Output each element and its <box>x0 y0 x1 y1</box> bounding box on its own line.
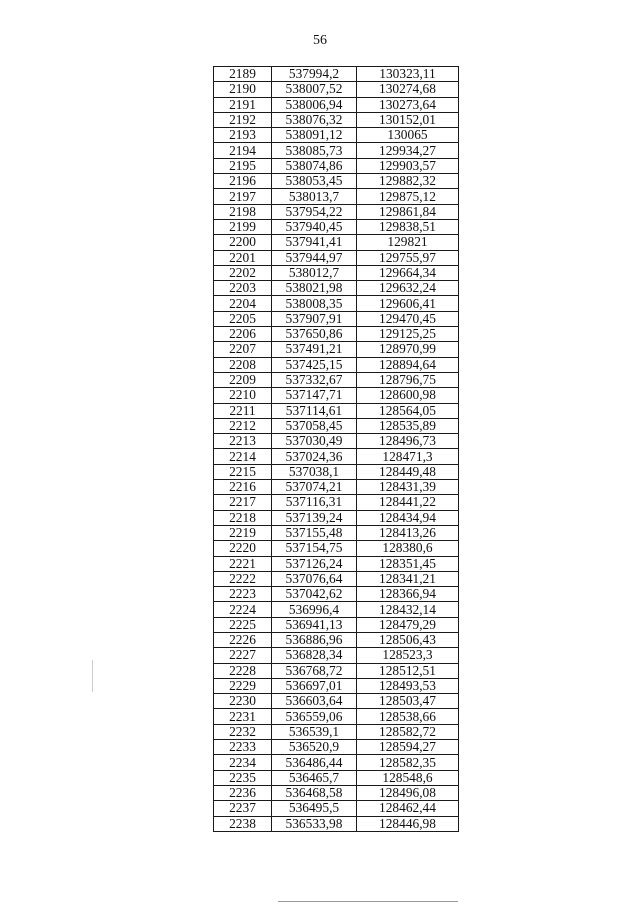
y-coordinate-cell: 129755,97 <box>357 250 459 265</box>
y-coordinate-cell: 128441,22 <box>357 495 459 510</box>
y-coordinate-cell: 129903,57 <box>357 158 459 173</box>
point-number-cell: 2236 <box>214 785 272 800</box>
x-coordinate-cell: 537907,91 <box>272 311 357 326</box>
table-row <box>214 678 459 693</box>
table-row <box>214 189 459 204</box>
x-coordinate-cell: 537147,71 <box>272 388 357 403</box>
y-coordinate-cell: 129664,34 <box>357 265 459 280</box>
x-coordinate-cell: 537139,24 <box>272 510 357 525</box>
point-number-cell: 2230 <box>214 694 272 709</box>
point-number-cell: 2196 <box>214 174 272 189</box>
coordinates-table-body <box>214 67 459 832</box>
table-row <box>214 342 459 357</box>
table-row <box>214 418 459 433</box>
table-row <box>214 158 459 173</box>
point-number-cell: 2192 <box>214 112 272 127</box>
y-coordinate-cell: 128432,14 <box>357 602 459 617</box>
x-coordinate-cell: 538091,12 <box>272 128 357 143</box>
y-coordinate-cell: 128538,66 <box>357 709 459 724</box>
table-row <box>214 357 459 372</box>
y-coordinate-cell: 128431,39 <box>357 480 459 495</box>
point-number-cell: 2189 <box>214 67 272 82</box>
x-coordinate-cell: 537114,61 <box>272 403 357 418</box>
table-row <box>214 617 459 632</box>
y-coordinate-cell: 130323,11 <box>357 67 459 82</box>
table-row <box>214 709 459 724</box>
x-coordinate-cell: 537650,86 <box>272 327 357 342</box>
table-row <box>214 801 459 816</box>
table-row <box>214 602 459 617</box>
y-coordinate-cell: 129934,27 <box>357 143 459 158</box>
point-number-cell: 2213 <box>214 434 272 449</box>
y-coordinate-cell: 128496,08 <box>357 785 459 800</box>
table-row <box>214 388 459 403</box>
table-row <box>214 541 459 556</box>
x-coordinate-cell: 536559,06 <box>272 709 357 724</box>
x-coordinate-cell: 537154,75 <box>272 541 357 556</box>
table-row <box>214 495 459 510</box>
x-coordinate-cell: 537116,31 <box>272 495 357 510</box>
y-coordinate-cell: 128351,45 <box>357 556 459 571</box>
table-row <box>214 281 459 296</box>
point-number-cell: 2221 <box>214 556 272 571</box>
table-row <box>214 525 459 540</box>
y-coordinate-cell: 130274,68 <box>357 82 459 97</box>
y-coordinate-cell: 129632,24 <box>357 281 459 296</box>
point-number-cell: 2218 <box>214 510 272 525</box>
point-number-cell: 2216 <box>214 480 272 495</box>
y-coordinate-cell: 129606,41 <box>357 296 459 311</box>
x-coordinate-cell: 537491,21 <box>272 342 357 357</box>
y-coordinate-cell: 128496,73 <box>357 434 459 449</box>
x-coordinate-cell: 538076,32 <box>272 112 357 127</box>
point-number-cell: 2208 <box>214 357 272 372</box>
table-row <box>214 816 459 831</box>
x-coordinate-cell: 536768,72 <box>272 663 357 678</box>
y-coordinate-cell: 130152,01 <box>357 112 459 127</box>
table-row <box>214 632 459 647</box>
x-coordinate-cell: 537332,67 <box>272 372 357 387</box>
y-coordinate-cell: 128894,64 <box>357 357 459 372</box>
x-coordinate-cell: 536468,58 <box>272 785 357 800</box>
point-number-cell: 2201 <box>214 250 272 265</box>
table-row <box>214 510 459 525</box>
table-row <box>214 785 459 800</box>
y-coordinate-cell: 129882,32 <box>357 174 459 189</box>
table-row <box>214 755 459 770</box>
x-coordinate-cell: 538021,98 <box>272 281 357 296</box>
point-number-cell: 2220 <box>214 541 272 556</box>
y-coordinate-cell: 128600,98 <box>357 388 459 403</box>
point-number-cell: 2197 <box>214 189 272 204</box>
point-number-cell: 2191 <box>214 97 272 112</box>
table-row <box>214 311 459 326</box>
table-row <box>214 112 459 127</box>
table-row <box>214 219 459 234</box>
x-coordinate-cell: 538006,94 <box>272 97 357 112</box>
y-coordinate-cell: 128462,44 <box>357 801 459 816</box>
table-row <box>214 694 459 709</box>
table-row <box>214 250 459 265</box>
x-coordinate-cell: 536486,44 <box>272 755 357 770</box>
point-number-cell: 2194 <box>214 143 272 158</box>
table-row <box>214 449 459 464</box>
x-coordinate-cell: 537944,97 <box>272 250 357 265</box>
point-number-cell: 2205 <box>214 311 272 326</box>
x-coordinate-cell: 538013,7 <box>272 189 357 204</box>
point-number-cell: 2238 <box>214 816 272 831</box>
y-coordinate-cell: 128493,53 <box>357 678 459 693</box>
x-coordinate-cell: 536533,98 <box>272 816 357 831</box>
table-row <box>214 265 459 280</box>
y-coordinate-cell: 128366,94 <box>357 587 459 602</box>
y-coordinate-cell: 129125,25 <box>357 327 459 342</box>
point-number-cell: 2203 <box>214 281 272 296</box>
x-coordinate-cell: 536941,13 <box>272 617 357 632</box>
page-number: 56 <box>313 33 327 48</box>
table-row <box>214 724 459 739</box>
table-row <box>214 296 459 311</box>
y-coordinate-cell: 128523,3 <box>357 648 459 663</box>
y-coordinate-cell: 128434,94 <box>357 510 459 525</box>
table-row <box>214 434 459 449</box>
x-coordinate-cell: 538085,73 <box>272 143 357 158</box>
coordinates-table <box>213 66 459 832</box>
y-coordinate-cell: 128594,27 <box>357 740 459 755</box>
point-number-cell: 2195 <box>214 158 272 173</box>
x-coordinate-cell: 538053,45 <box>272 174 357 189</box>
table-row <box>214 464 459 479</box>
y-coordinate-cell: 128471,3 <box>357 449 459 464</box>
point-number-cell: 2210 <box>214 388 272 403</box>
y-coordinate-cell: 128506,43 <box>357 632 459 647</box>
point-number-cell: 2206 <box>214 327 272 342</box>
x-coordinate-cell: 538007,52 <box>272 82 357 97</box>
table-row <box>214 571 459 586</box>
table-row <box>214 372 459 387</box>
x-coordinate-cell: 536495,5 <box>272 801 357 816</box>
point-number-cell: 2223 <box>214 587 272 602</box>
x-coordinate-cell: 538074,86 <box>272 158 357 173</box>
y-coordinate-cell: 128564,05 <box>357 403 459 418</box>
table-row <box>214 587 459 602</box>
point-number-cell: 2233 <box>214 740 272 755</box>
table-row <box>214 67 459 82</box>
table-row <box>214 740 459 755</box>
y-coordinate-cell: 128341,21 <box>357 571 459 586</box>
table-row <box>214 556 459 571</box>
y-coordinate-cell: 128582,35 <box>357 755 459 770</box>
point-number-cell: 2198 <box>214 204 272 219</box>
x-coordinate-cell: 536828,34 <box>272 648 357 663</box>
point-number-cell: 2190 <box>214 82 272 97</box>
x-coordinate-cell: 537126,24 <box>272 556 357 571</box>
point-number-cell: 2231 <box>214 709 272 724</box>
y-coordinate-cell: 128380,6 <box>357 541 459 556</box>
y-coordinate-cell: 128582,72 <box>357 724 459 739</box>
point-number-cell: 2200 <box>214 235 272 250</box>
y-coordinate-cell: 128413,26 <box>357 525 459 540</box>
y-coordinate-cell: 129875,12 <box>357 189 459 204</box>
y-coordinate-cell: 130065 <box>357 128 459 143</box>
point-number-cell: 2235 <box>214 770 272 785</box>
x-coordinate-cell: 536996,4 <box>272 602 357 617</box>
table-row <box>214 770 459 785</box>
point-number-cell: 2209 <box>214 372 272 387</box>
point-number-cell: 2225 <box>214 617 272 632</box>
point-number-cell: 2211 <box>214 403 272 418</box>
y-coordinate-cell: 128479,29 <box>357 617 459 632</box>
point-number-cell: 2212 <box>214 418 272 433</box>
y-coordinate-cell: 128449,48 <box>357 464 459 479</box>
y-coordinate-cell: 128535,89 <box>357 418 459 433</box>
y-coordinate-cell: 128512,51 <box>357 663 459 678</box>
point-number-cell: 2204 <box>214 296 272 311</box>
x-coordinate-cell: 536520,9 <box>272 740 357 755</box>
x-coordinate-cell: 536603,64 <box>272 694 357 709</box>
table-row <box>214 204 459 219</box>
y-coordinate-cell: 128446,98 <box>357 816 459 831</box>
x-coordinate-cell: 536539,1 <box>272 724 357 739</box>
point-number-cell: 2219 <box>214 525 272 540</box>
table-row <box>214 663 459 678</box>
x-coordinate-cell: 537030,49 <box>272 434 357 449</box>
point-number-cell: 2227 <box>214 648 272 663</box>
y-coordinate-cell: 129838,51 <box>357 219 459 234</box>
x-coordinate-cell: 537155,48 <box>272 525 357 540</box>
point-number-cell: 2229 <box>214 678 272 693</box>
y-coordinate-cell: 128503,47 <box>357 694 459 709</box>
x-coordinate-cell: 536697,01 <box>272 678 357 693</box>
table-row <box>214 648 459 663</box>
point-number-cell: 2217 <box>214 495 272 510</box>
x-coordinate-cell: 537076,64 <box>272 571 357 586</box>
y-coordinate-cell: 129470,45 <box>357 311 459 326</box>
y-coordinate-cell: 129821 <box>357 235 459 250</box>
table-row <box>214 403 459 418</box>
y-coordinate-cell: 128548,6 <box>357 770 459 785</box>
point-number-cell: 2193 <box>214 128 272 143</box>
y-coordinate-cell: 128970,99 <box>357 342 459 357</box>
x-coordinate-cell: 537058,45 <box>272 418 357 433</box>
x-coordinate-cell: 537994,2 <box>272 67 357 82</box>
table-row <box>214 327 459 342</box>
x-coordinate-cell: 537024,36 <box>272 449 357 464</box>
point-number-cell: 2199 <box>214 219 272 234</box>
table-row <box>214 97 459 112</box>
point-number-cell: 2214 <box>214 449 272 464</box>
y-coordinate-cell: 130273,64 <box>357 97 459 112</box>
x-coordinate-cell: 536886,96 <box>272 632 357 647</box>
table-row <box>214 82 459 97</box>
x-coordinate-cell: 537074,21 <box>272 480 357 495</box>
y-coordinate-cell: 128796,75 <box>357 372 459 387</box>
point-number-cell: 2215 <box>214 464 272 479</box>
bottom-rule <box>278 901 458 902</box>
table-row <box>214 128 459 143</box>
point-number-cell: 2237 <box>214 801 272 816</box>
x-coordinate-cell: 537038,1 <box>272 464 357 479</box>
point-number-cell: 2222 <box>214 571 272 586</box>
x-coordinate-cell: 538012,7 <box>272 265 357 280</box>
margin-scan-mark <box>92 660 93 692</box>
point-number-cell: 2224 <box>214 602 272 617</box>
y-coordinate-cell: 129861,84 <box>357 204 459 219</box>
table-row <box>214 235 459 250</box>
x-coordinate-cell: 536465,7 <box>272 770 357 785</box>
x-coordinate-cell: 537042,62 <box>272 587 357 602</box>
point-number-cell: 2228 <box>214 663 272 678</box>
x-coordinate-cell: 537425,15 <box>272 357 357 372</box>
point-number-cell: 2202 <box>214 265 272 280</box>
point-number-cell: 2234 <box>214 755 272 770</box>
point-number-cell: 2207 <box>214 342 272 357</box>
x-coordinate-cell: 537940,45 <box>272 219 357 234</box>
x-coordinate-cell: 538008,35 <box>272 296 357 311</box>
x-coordinate-cell: 537954,22 <box>272 204 357 219</box>
table-row <box>214 174 459 189</box>
table-row <box>214 480 459 495</box>
table-row <box>214 143 459 158</box>
x-coordinate-cell: 537941,41 <box>272 235 357 250</box>
point-number-cell: 2226 <box>214 632 272 647</box>
point-number-cell: 2232 <box>214 724 272 739</box>
